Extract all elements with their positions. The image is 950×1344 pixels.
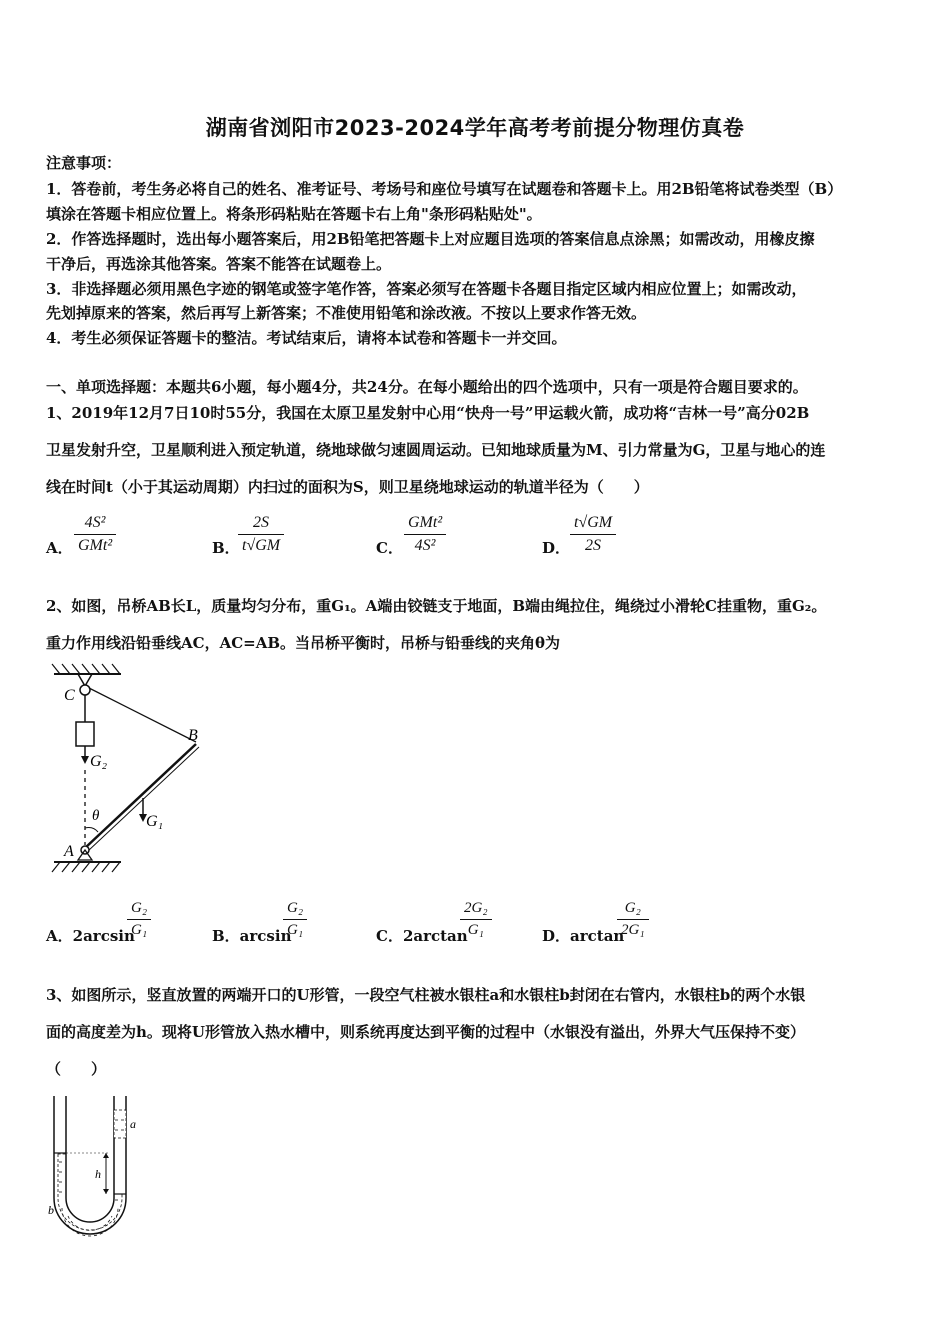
q1-option-d-fraction xyxy=(570,514,616,555)
numerator: G₂ xyxy=(283,900,307,920)
label-h: h xyxy=(95,1167,101,1181)
q2-option-a-label[interactable]: A．2arcsin xyxy=(46,927,135,945)
notice-line: 干净后，再选涂其他答案。答案不能答在试题卷上。 xyxy=(46,255,392,273)
denominator: G₁ xyxy=(467,922,484,938)
label-g2: G₂ xyxy=(90,753,108,770)
notice-line: 先划掉原来的答案，然后再写上新答案；不准使用铅笔和涂改液。不按以上要求作答无效。 xyxy=(46,304,647,322)
label-theta: θ xyxy=(92,808,100,824)
numerator: t√GM xyxy=(570,514,616,535)
notice-line: 填涂在答题卡相应位置上。将条形码粘贴在答题卡右上角"条形码粘贴处"。 xyxy=(46,205,542,223)
q1-option-a-fraction xyxy=(74,514,116,555)
label-a: a xyxy=(130,1117,136,1131)
q1-option-b-fraction xyxy=(238,514,284,555)
q2-stem-line: 2、如图，吊桥AB长L，质量均匀分布，重G₁。A端由铰链支于地面，B端由绳拉住，绳绕过小滑轮C挂重物，重G₂。 xyxy=(46,597,827,615)
notice-line: 2．作答选择题时，选出每小题答案后，用2B铅笔把答题卡上对应题目选项的答案信息点涂黑；如需改动，用橡皮擦 xyxy=(46,230,815,248)
denominator: 2G₁ xyxy=(621,922,645,938)
denominator: 2S xyxy=(585,537,602,554)
q2-option-a-fraction xyxy=(127,900,151,939)
denominator: GMt² xyxy=(78,537,113,554)
label-b: B xyxy=(188,727,198,744)
q1-stem-line: 卫星发射升空，卫星顺利进入预定轨道，绕地球做匀速圆周运动。已知地球质量为M、引力常量为G，卫星与地心的连 xyxy=(46,441,826,459)
q2-option-c-label[interactable]: C．2arctan xyxy=(376,927,468,945)
q1-stem-line: 线在时间t（小于其运动周期）内扫过的面积为S，则卫星绕地球运动的轨道半径为（ ） xyxy=(46,478,649,496)
q3-stem-line: 3、如图所示，竖直放置的两端开口的U形管，一段空气柱被水银柱a和水银柱b封闭在右管内，水银柱b的两个水银 xyxy=(46,986,806,1004)
q2-stem-line: 重力作用线沿铅垂线AC，AC=AB。当吊桥平衡时，吊桥与铅垂线的夹角θ为 xyxy=(46,634,561,652)
label-b: b xyxy=(48,1203,54,1217)
notice-line: 4．考生必须保证答题卡的整洁。考试结束后，请将本试卷和答题卡一并交回。 xyxy=(46,329,567,347)
denominator: G₁ xyxy=(287,922,304,938)
q1-option-c-fraction xyxy=(404,514,446,555)
numerator: 2G₂ xyxy=(460,900,492,920)
denominator: 4S² xyxy=(414,537,436,554)
denominator: G₁ xyxy=(131,922,148,938)
q2-option-d-fraction xyxy=(617,900,649,939)
numerator: G₂ xyxy=(617,900,649,920)
notice-line: 1．答卷前，考生务必将自己的姓名、准考证号、考场号和座位号填写在试题卷和答题卡上。用2B铅笔将试卷类型（B） xyxy=(46,180,843,198)
q3-stem-line: 面的高度差为h。现将U形管放入热水槽中，则系统再度达到平衡的过程中（水银没有溢出，外界大气压保持不变） xyxy=(46,1023,805,1041)
label-g1: G₁ xyxy=(146,813,164,830)
label-c: C xyxy=(64,687,75,704)
denominator: t√GM xyxy=(242,537,281,554)
numerator: 2S xyxy=(238,514,284,535)
q1-option-b-label[interactable]: B． xyxy=(212,539,240,557)
drawbridge-figure xyxy=(46,660,198,880)
numerator: G₂ xyxy=(127,900,151,920)
page-title: 湖南省浏阳市2023-2024学年高考考前提分物理仿真卷 xyxy=(205,116,745,140)
notice-heading: 注意事项： xyxy=(46,154,122,172)
notice-line: 3．非选择题必须用黑色字迹的钢笔或签字笔作答，答案必须写在答题卡各题目指定区域内相应位置上；如需改动， xyxy=(46,280,807,298)
q1-option-c-label[interactable]: C． xyxy=(376,539,403,557)
q2-option-d-label[interactable]: D．arctan xyxy=(542,927,625,945)
numerator: GMt² xyxy=(404,514,446,535)
q2-option-b-label[interactable]: B．arcsin xyxy=(212,927,292,945)
q1-option-d-label[interactable]: D． xyxy=(542,539,571,557)
label-a: A xyxy=(64,843,74,860)
numerator: 4S² xyxy=(74,514,116,535)
q1-stem-line: 1、2019年12月7日10时55分，我国在太原卫星发射中心用“快舟一号”甲运载火箭，成功将“吉林一号”高分02B xyxy=(46,404,810,422)
q1-option-a-label[interactable]: A． xyxy=(46,539,73,557)
q3-stem-line: （ ） xyxy=(46,1060,107,1078)
q2-option-c-fraction xyxy=(460,900,492,939)
u-tube-figure xyxy=(46,1090,146,1230)
q2-option-b-fraction xyxy=(283,900,307,939)
section-heading: 一、单项选择题：本题共6小题，每小题4分，共24分。在每小题给出的四个选项中，只有一项是符合题目要求的。 xyxy=(46,378,808,396)
